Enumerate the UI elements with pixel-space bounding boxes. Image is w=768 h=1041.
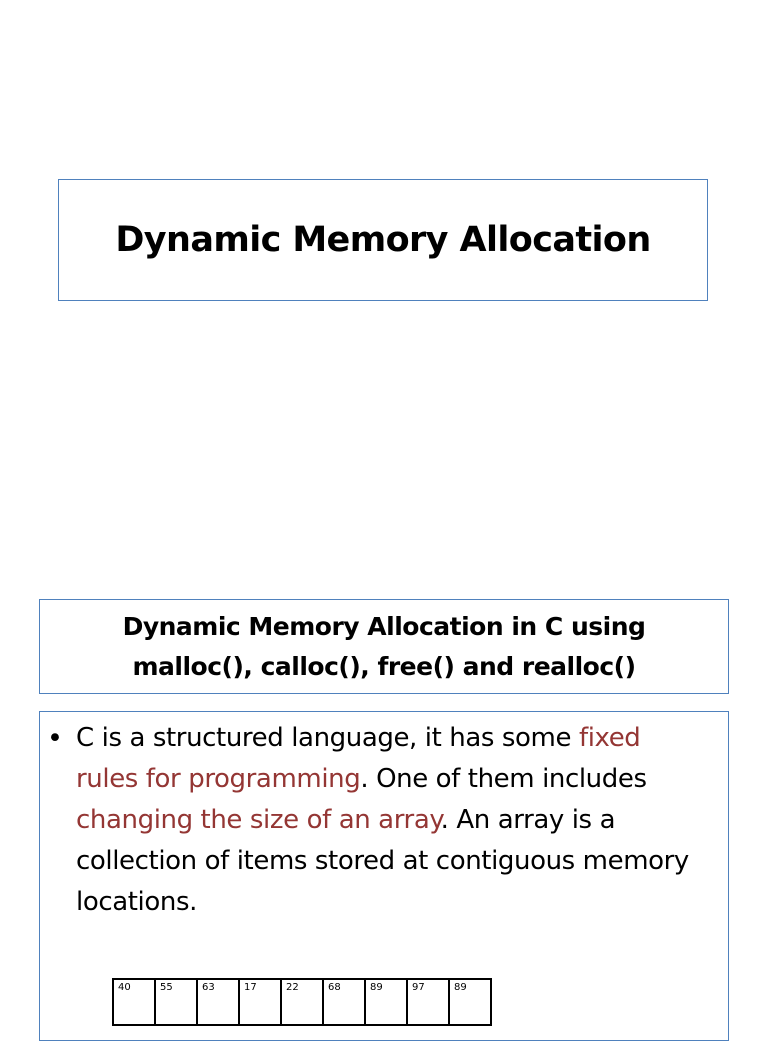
- slide2-title-box: [39, 599, 729, 694]
- array-cell: 68: [323, 979, 365, 1025]
- array-cell: 89: [365, 979, 407, 1025]
- array-cell: 40: [113, 979, 155, 1025]
- slide2-body-box: [39, 711, 729, 1041]
- slide1-title-box: [58, 179, 708, 301]
- highlight-changing-size: changing the size of an array: [76, 805, 441, 835]
- array-cell: 17: [239, 979, 281, 1025]
- array-cell: 89: [449, 979, 491, 1025]
- highlight-fixed-rules: fixed rules for programming: [76, 723, 641, 794]
- bullet-text-part-2: . One of them includes: [360, 764, 647, 794]
- slide2-title-line-1: Dynamic Memory Allocation in C using: [122, 611, 646, 641]
- array-cell: 22: [281, 979, 323, 1025]
- slide1-title: Dynamic Memory Allocation: [115, 220, 651, 260]
- bullet-text-part-1: C is a structured language, it has some: [76, 723, 579, 753]
- array-cell: 55: [155, 979, 197, 1025]
- array-cell: 97: [407, 979, 449, 1025]
- slide2-title-line-2: malloc(), calloc(), free() and realloc(): [132, 651, 636, 681]
- bullet-text: [76, 718, 706, 923]
- bullet-icon: •: [47, 723, 63, 754]
- array-row: [113, 979, 491, 1025]
- array-cell: 63: [197, 979, 239, 1025]
- array-table: [112, 978, 492, 1026]
- bullet-text-part-3: . An array is a collection of items stored at contiguous memory locations.: [76, 805, 689, 917]
